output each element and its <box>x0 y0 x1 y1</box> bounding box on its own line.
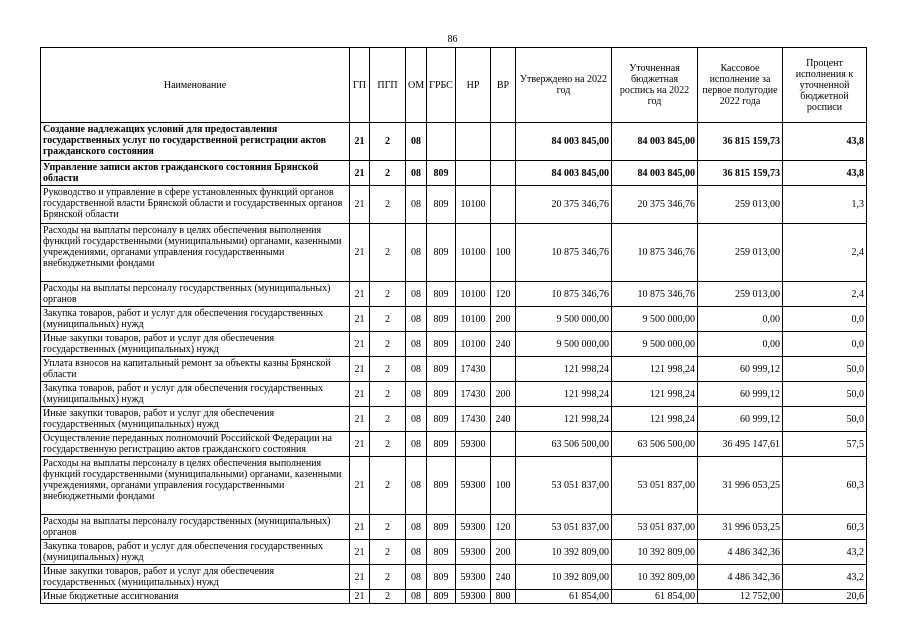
row-refined: 84 003 845,00 <box>612 123 698 161</box>
row-grbs: 809 <box>427 565 456 590</box>
row-om: 08 <box>406 186 427 224</box>
row-percent: 43,2 <box>783 540 867 565</box>
row-ppgp: 2 <box>370 357 406 382</box>
row-name: Иные бюджетные ассигнования <box>41 590 350 604</box>
row-gp: 21 <box>350 515 370 540</box>
row-name: Руководство и управление в сфере установленных функций органов государственной власти Брянской области и государственных органов Брянской области <box>41 186 350 224</box>
table-row <box>41 540 867 565</box>
row-refined: 9 500 000,00 <box>612 307 698 332</box>
row-name: Расходы на выплаты персоналу в целях обеспечения выполнения функций государственными (муниципальными) органами, казенными учреждениями, органами управления государственными внебюджетными фондами <box>41 457 350 515</box>
table-row <box>41 307 867 332</box>
header-om: ОМ <box>406 48 427 123</box>
row-vr <box>491 161 516 186</box>
row-grbs: 809 <box>427 382 456 407</box>
row-ppgp: 2 <box>370 565 406 590</box>
row-cash: 36 815 159,73 <box>698 161 783 186</box>
row-vr: 200 <box>491 382 516 407</box>
row-percent: 60,3 <box>783 457 867 515</box>
row-vr <box>491 123 516 161</box>
row-grbs: 809 <box>427 357 456 382</box>
row-approved: 121 998,24 <box>516 357 612 382</box>
table-row <box>41 407 867 432</box>
row-om: 08 <box>406 307 427 332</box>
table-row <box>41 590 867 604</box>
row-percent: 1,3 <box>783 186 867 224</box>
row-grbs: 809 <box>427 186 456 224</box>
row-gp: 21 <box>350 540 370 565</box>
row-refined: 10 875 346,76 <box>612 282 698 307</box>
row-om: 08 <box>406 407 427 432</box>
row-percent: 50,0 <box>783 357 867 382</box>
row-np: 17430 <box>456 357 491 382</box>
row-approved: 10 392 809,00 <box>516 565 612 590</box>
row-gp: 21 <box>350 224 370 282</box>
row-refined: 20 375 346,76 <box>612 186 698 224</box>
row-approved: 10 392 809,00 <box>516 540 612 565</box>
row-refined: 10 392 809,00 <box>612 565 698 590</box>
row-gp: 21 <box>350 307 370 332</box>
row-approved: 9 500 000,00 <box>516 307 612 332</box>
row-refined: 53 051 837,00 <box>612 457 698 515</box>
row-refined: 63 506 500,00 <box>612 432 698 457</box>
row-gp: 21 <box>350 357 370 382</box>
row-ppgp: 2 <box>370 282 406 307</box>
row-grbs: 809 <box>427 590 456 604</box>
row-om: 08 <box>406 382 427 407</box>
row-name: Иные закупки товаров, работ и услуг для обеспечения государственных (муниципальных) нужд <box>41 332 350 357</box>
row-vr: 240 <box>491 332 516 357</box>
row-ppgp: 2 <box>370 224 406 282</box>
table-row <box>41 515 867 540</box>
row-approved: 10 875 346,76 <box>516 224 612 282</box>
row-om: 08 <box>406 590 427 604</box>
row-gp: 21 <box>350 382 370 407</box>
row-vr: 120 <box>491 282 516 307</box>
row-ppgp: 2 <box>370 515 406 540</box>
row-percent: 60,3 <box>783 515 867 540</box>
row-cash: 60 999,12 <box>698 382 783 407</box>
row-name: Иные закупки товаров, работ и услуг для обеспечения государственных (муниципальных) нужд <box>41 407 350 432</box>
row-percent: 43,8 <box>783 123 867 161</box>
row-refined: 84 003 845,00 <box>612 161 698 186</box>
row-ppgp: 2 <box>370 186 406 224</box>
row-name: Расходы на выплаты персоналу государственных (муниципальных) органов <box>41 282 350 307</box>
row-gp: 21 <box>350 432 370 457</box>
row-cash: 31 996 053,25 <box>698 515 783 540</box>
row-cash: 4 486 342,36 <box>698 565 783 590</box>
row-gp: 21 <box>350 282 370 307</box>
row-gp: 21 <box>350 186 370 224</box>
row-cash: 259 013,00 <box>698 282 783 307</box>
header-percent: Процент исполнения к уточненной бюджетной росписи <box>783 48 867 123</box>
row-name: Уплата взносов на капитальный ремонт за объекты казны Брянской области <box>41 357 350 382</box>
table-row <box>41 457 867 515</box>
row-cash: 12 752,00 <box>698 590 783 604</box>
row-percent: 50,0 <box>783 382 867 407</box>
row-ppgp: 2 <box>370 457 406 515</box>
header-approved: Утверждено на 2022 год <box>516 48 612 123</box>
row-om: 08 <box>406 432 427 457</box>
row-vr: 100 <box>491 457 516 515</box>
row-cash: 60 999,12 <box>698 407 783 432</box>
row-grbs: 809 <box>427 540 456 565</box>
row-vr <box>491 357 516 382</box>
row-grbs: 809 <box>427 332 456 357</box>
table-row <box>41 357 867 382</box>
row-cash: 60 999,12 <box>698 357 783 382</box>
row-refined: 121 998,24 <box>612 357 698 382</box>
row-percent: 0,0 <box>783 332 867 357</box>
row-np: 59300 <box>456 515 491 540</box>
row-om: 08 <box>406 457 427 515</box>
row-percent: 43,8 <box>783 161 867 186</box>
row-cash: 36 815 159,73 <box>698 123 783 161</box>
row-np: 10100 <box>456 307 491 332</box>
row-gp: 21 <box>350 457 370 515</box>
row-grbs: 809 <box>427 282 456 307</box>
row-approved: 84 003 845,00 <box>516 123 612 161</box>
table-row <box>41 382 867 407</box>
row-grbs: 809 <box>427 457 456 515</box>
row-om: 08 <box>406 282 427 307</box>
row-grbs: 809 <box>427 407 456 432</box>
row-percent: 2,4 <box>783 224 867 282</box>
row-percent: 20,6 <box>783 590 867 604</box>
row-approved: 121 998,24 <box>516 407 612 432</box>
row-refined: 9 500 000,00 <box>612 332 698 357</box>
row-gp: 21 <box>350 590 370 604</box>
row-om: 08 <box>406 515 427 540</box>
row-refined: 121 998,24 <box>612 407 698 432</box>
row-np: 59300 <box>456 432 491 457</box>
row-refined: 61 854,00 <box>612 590 698 604</box>
table-row <box>41 432 867 457</box>
table-row <box>41 224 867 282</box>
row-om: 08 <box>406 357 427 382</box>
row-gp: 21 <box>350 565 370 590</box>
row-vr: 240 <box>491 565 516 590</box>
table-row <box>41 186 867 224</box>
header-row <box>41 48 867 123</box>
budget-table <box>40 47 867 604</box>
row-cash: 259 013,00 <box>698 224 783 282</box>
header-cash: Кассовое исполнение за первое полугодие 2022 года <box>698 48 783 123</box>
row-cash: 36 495 147,61 <box>698 432 783 457</box>
row-cash: 0,00 <box>698 307 783 332</box>
row-ppgp: 2 <box>370 590 406 604</box>
row-percent: 50,0 <box>783 407 867 432</box>
row-name: Осуществление переданных полномочий Российской Федерации на государственную регистрацию актов гражданского состояния <box>41 432 350 457</box>
row-vr <box>491 186 516 224</box>
row-percent: 0,0 <box>783 307 867 332</box>
row-approved: 121 998,24 <box>516 382 612 407</box>
row-vr <box>491 432 516 457</box>
row-approved: 53 051 837,00 <box>516 515 612 540</box>
row-refined: 10 875 346,76 <box>612 224 698 282</box>
row-ppgp: 2 <box>370 332 406 357</box>
row-approved: 9 500 000,00 <box>516 332 612 357</box>
row-np: 59300 <box>456 565 491 590</box>
row-ppgp: 2 <box>370 540 406 565</box>
row-cash: 31 996 053,25 <box>698 457 783 515</box>
row-np: 59300 <box>456 457 491 515</box>
row-cash: 259 013,00 <box>698 186 783 224</box>
row-vr: 240 <box>491 407 516 432</box>
row-ppgp: 2 <box>370 123 406 161</box>
row-np: 59300 <box>456 590 491 604</box>
page-number: 86 <box>447 34 458 45</box>
row-gp: 21 <box>350 332 370 357</box>
row-approved: 20 375 346,76 <box>516 186 612 224</box>
row-np: 10100 <box>456 186 491 224</box>
row-percent: 2,4 <box>783 282 867 307</box>
row-name: Иные закупки товаров, работ и услуг для обеспечения государственных (муниципальных) нужд <box>41 565 350 590</box>
row-grbs: 809 <box>427 432 456 457</box>
row-refined: 10 392 809,00 <box>612 540 698 565</box>
header-ppgp: ПГП <box>370 48 406 123</box>
row-grbs: 809 <box>427 224 456 282</box>
header-refined: Уточненная бюджетная роспись на 2022 год <box>612 48 698 123</box>
row-vr: 800 <box>491 590 516 604</box>
row-cash: 0,00 <box>698 332 783 357</box>
row-om: 08 <box>406 161 427 186</box>
row-name: Создание надлежащих условий для предоставления государственных услуг по государственной регистрации актов гражданского состояния <box>41 123 350 161</box>
table-row <box>41 123 867 161</box>
row-approved: 10 875 346,76 <box>516 282 612 307</box>
header-np: НР <box>456 48 491 123</box>
row-vr: 120 <box>491 515 516 540</box>
row-approved: 61 854,00 <box>516 590 612 604</box>
table-row <box>41 565 867 590</box>
row-refined: 121 998,24 <box>612 382 698 407</box>
row-cash: 4 486 342,36 <box>698 540 783 565</box>
row-om: 08 <box>406 224 427 282</box>
row-gp: 21 <box>350 123 370 161</box>
header-name: Наименование <box>41 48 350 123</box>
row-vr: 200 <box>491 307 516 332</box>
row-ppgp: 2 <box>370 407 406 432</box>
row-np: 59300 <box>456 540 491 565</box>
row-om: 08 <box>406 123 427 161</box>
row-name: Закупка товаров, работ и услуг для обеспечения государственных (муниципальных) нужд <box>41 382 350 407</box>
row-np: 10100 <box>456 282 491 307</box>
header-gp: ГП <box>350 48 370 123</box>
header-grbs: ГРБС <box>427 48 456 123</box>
row-vr: 200 <box>491 540 516 565</box>
row-name: Расходы на выплаты персоналу в целях обеспечения выполнения функций государственными (муниципальными) органами, казенными учреждениями, органами управления государственными внебюджетными фондами <box>41 224 350 282</box>
row-np: 17430 <box>456 382 491 407</box>
header-vr: ВР <box>491 48 516 123</box>
row-grbs: 809 <box>427 307 456 332</box>
row-grbs: 809 <box>427 161 456 186</box>
table-row <box>41 332 867 357</box>
row-np: 10100 <box>456 332 491 357</box>
row-om: 08 <box>406 565 427 590</box>
row-grbs: 809 <box>427 515 456 540</box>
row-np: 17430 <box>456 407 491 432</box>
row-grbs <box>427 123 456 161</box>
row-approved: 84 003 845,00 <box>516 161 612 186</box>
table-row <box>41 161 867 186</box>
row-approved: 53 051 837,00 <box>516 457 612 515</box>
row-name: Закупка товаров, работ и услуг для обеспечения государственных (муниципальных) нужд <box>41 540 350 565</box>
row-ppgp: 2 <box>370 307 406 332</box>
table-row <box>41 282 867 307</box>
row-name: Расходы на выплаты персоналу государственных (муниципальных) органов <box>41 515 350 540</box>
row-name: Управление записи актов гражданского состояния Брянской области <box>41 161 350 186</box>
row-vr: 100 <box>491 224 516 282</box>
row-ppgp: 2 <box>370 382 406 407</box>
row-np: 10100 <box>456 224 491 282</box>
row-om: 08 <box>406 540 427 565</box>
row-approved: 63 506 500,00 <box>516 432 612 457</box>
row-gp: 21 <box>350 407 370 432</box>
row-name: Закупка товаров, работ и услуг для обеспечения государственных (муниципальных) нужд <box>41 307 350 332</box>
row-np <box>456 161 491 186</box>
row-gp: 21 <box>350 161 370 186</box>
row-ppgp: 2 <box>370 432 406 457</box>
row-percent: 57,5 <box>783 432 867 457</box>
row-percent: 43,2 <box>783 565 867 590</box>
row-refined: 53 051 837,00 <box>612 515 698 540</box>
row-np <box>456 123 491 161</box>
row-ppgp: 2 <box>370 161 406 186</box>
row-om: 08 <box>406 332 427 357</box>
